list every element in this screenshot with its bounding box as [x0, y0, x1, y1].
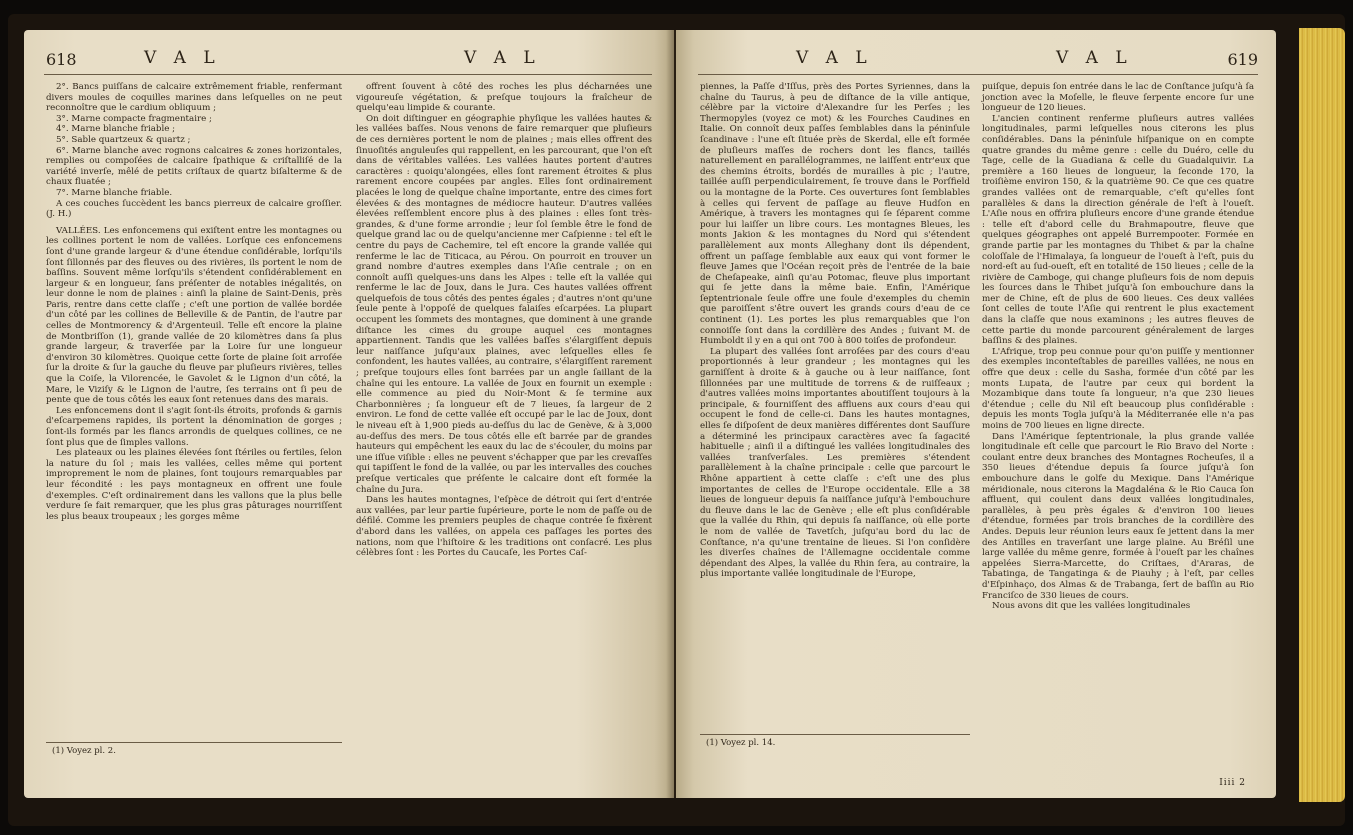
paragraph: 4°. Marne blanche friable ; [56, 124, 176, 135]
footnote: (1) Voyez pl. 14. [706, 738, 776, 748]
running-head: V A L [1056, 48, 1133, 68]
header-rule [698, 74, 1258, 75]
paragraph: La plupart des vallées ſont arroſées par des cours d'eau proportionnés à leur grandeur ; les montagnes qui les garniſſent à droite & à gauche ou à leur naiſſance, ſont ſillonnées par une multitude de torrens & de ruiſſeaux ; d'autres vallées moins importantes aboutiſſent toujours à la principale, & fourniſſent des affluens aux cours d'eau qui occupent le fond de celle-ci. Dans les hautes montagnes, elles ſe diſpoſent de deux manières différentes dont Sauſſure a déterminé les principaux caractères avec ſa ſagacité habituelle ; ainſi il a diſtingué les vallées longitudinales des vallées tranſverſales. Les premières s'étendent parallèlement à la chaîne principale : celle que parcourt le Rhône appartient à cette claſſe : c'eſt une des plus importantes de celles de l'Europe occidentale. Elle a 38 lieues de longueur depuis ſa naiſſance juſqu'à l'embouchure du fleuve dans le lac de Genève ; elle eſt plus conſidérable que la vallée du Rhin, qui depuis ſa naiſſance, où elle porte le nom de vallée de Tavetſch, juſqu'au bord du lac de Conſtance, n'a qu'une trentaine de lieues. Si l'on conſidère les diverſes chaînes de l'Allemagne occidentale comme dépendant des Alpes, la vallée du Rhin ſera, au contraire, la plus importante vallée longitudinale de l'Europe, [700, 346, 970, 580]
gilt-page-edge [1299, 28, 1345, 802]
paragraph: VALLÉES. Les enfoncemens qui exiſtent entre les montagnes ou les collines portent le nom de vallées. Lorſque ces enfoncemens ſont d'une grande largeur & d'une étendue conſidérable, lorſqu'ils ſont ſillonnés par des fleuves ou des rivières, ils portent le nom de baſſins. Souvent même lorſqu'ils s'étendent conſidérablement en largeur & en longueur, ſans préſenter de notables inégalités, on leur donne le nom de plaines : ainſi la plaine de Saint-Denis, près Paris, rentre dans cette claſſe ; c'eſt une portion de vallée bordée d'un côté par les collines de Belleville & de Pantin, de l'autre par celles de Montmorency & d'Argenteuil. Telle eſt encore la plaine de Montbriſſon (1), grande vallée de 20 kilomètres dans ſa plus grande largeur, & traverſée par la Loire ſur une longueur d'environ 30 kilomètres. Quoique cette ſorte de plaine ſoit arroſée ſur la droite & ſur la gauche du fleuve par pluſieurs rivières, telles que la Coiſe, la Vilorencée, le Gavolet & le Lignon d'un côté, la Mare, le Viziſy & le Lignon de l'autre, ſes terrains ont ſi peu de pente que de tous côtés les eaux ſont retenues dans des marais. [46, 225, 342, 406]
paragraph: piennes, la Paſſe d'Iſſus, près des Portes Syriennes, dans la chaîne du Taurus, à peu de diſtance de la ville antique, célèbre par la victoire d'Alexandre ſur les Perſes ; les Thermopyles (voyez ce mot) & les Fourches Caudines en Italie. On connoît deux paſſes ſemblables dans la péninſule ſcandinave : l'une eſt ſituée près de Skerdal, elle eſt formée de pluſieurs maſſes de rochers dont les flancs, taillés naturellement en parallélogrammes, ne laiſſent entr'eux que des chemins étroits, bordés de murailles à pic ; l'autre, taillée auſſi perpendiculairement, ſe trouve dans le Porſfield ou la montagne de la Porte. Ces ouvertures ſont ſemblables à celles qui ſervent de paſſage au fleuve Hudſon en Amérique, à travers les montagnes qui ſe ſéparent comme pour lui laiſſer un libre cours. Les montagnes Bleues, les monts Jakion & les montagnes du Nord qui s'étendent parallèlement aux monts Alleghany dont ils dépendent, offrent un paſſage ſemblable aux eaux qui vont former le fleuve James que l'Océan reçoit près de l'entrée de la baie de Cheſapeake, ainſi qu'au Potomac, fleuve plus important qui ſe jette dans la même baie. Enfin, l'Amérique ſeptentrionale ſeule offre une foule d'exemples du chemin que paroiſſent s'être ouvert les grands cours d'eau de ce continent (1). Les portes les plus remarquables que l'on connoiſſe ſont dans la cordillère des Andes ; ſuivant M. de Humboldt il y en a qui ont 700 à 800 toiſes de profondeur. [700, 82, 970, 347]
paragraph: A ces couches ſuccèdent les bancs pierreux de calcaire groſſier. (J. H.) [46, 198, 342, 220]
right-page [676, 30, 1276, 798]
paragraph: 5°. Sable quartzeux & quartz ; [56, 134, 191, 145]
paragraph: Nous avons dit que les vallées longitudinales [992, 601, 1191, 612]
footnote-rule [46, 742, 342, 743]
paragraph: 7°. Marne blanche friable. [56, 187, 173, 198]
running-head: V A L [464, 48, 541, 68]
paragraph: L'ancien continent renferme pluſieurs autres vallées longitudinales, parmi leſquelles nous citerons les plus conſidérables. Dans la péninſule hiſpanique on en compte quatre grandes du même genre : celle du Duéro, celle du Tage, celle de la Guadiana & celle du Guadalquivir. La première a 160 lieues de longueur, la ſeconde 170, la troiſième environ 150, & la quatrième 90. Ce que ces quatre grandes vallées ont de remarquable, c'eſt qu'elles ſont parallèles & dans la direction générale de l'eſt à l'oueſt. L'Aſie nous en offrira pluſieurs encore d'une grande étendue : telle eſt d'abord celle du Brahmapoutre, fleuve que quelques géographes ont appelé Burrempooter. Formée en grande partie par les montagnes du Thibet & par la chaîne coloſſale de l'Himalaya, ſa longueur de l'oueſt à l'eſt, puis du nord-eſt au ſud-oueſt, eſt en totalité de 150 lieues ; celle de la rivière de Camboge, qui change pluſieurs fois de nom depuis les ſources dans le Thibet juſqu'à ſon embouchure dans la mer de Chine, eſt de plus de 600 lieues. Ces deux vallées ſont celles de toute l'Aſie qui rentrent le plus exactement dans la claſſe que nous examinons ; les autres fleuves de cette partie du monde parcourent généralement de larges baſſins & des plaines. [982, 113, 1254, 347]
text-column-1 [700, 82, 970, 580]
page-number: 618 [46, 50, 77, 69]
paragraph: L'Afrique, trop peu connue pour qu'on puiſſe y mentionner des exemples inconteſtables de pareilles vallées, ne nous en offre que deux : celle du Sasha, formée d'un côté par les monts Lupata, de l'autre par ceux qui bordent la Mozambique dans toute ſa longueur, n'a que 230 lieues d'étendue ; celle du Nil eſt beaucoup plus conſidérable : depuis les monts Togla juſqu'à la Méditerranée elle n'a pas moins de 700 lieues en ligne directe. [982, 346, 1254, 431]
header-rule [44, 74, 652, 75]
paragraph: 3°. Marne compacte fragmentaire ; [56, 113, 212, 124]
paragraph: Dans les hautes montagnes, l'eſpèce de détroit qui ſert d'entrée aux vallées, par leur partie ſupérieure, porte le nom de paſſe ou de défilé. Comme les premiers peuples de chaque contrée ſe fixèrent d'abord dans les vallées, on appela ces paſſages les portes des nations, nom que l'hiſtoire & les traditions ont conſacré. Les plus célèbres ſont : les Portes du Caucaſe, les Portes Caſ- [356, 495, 652, 559]
text-column-2 [356, 82, 652, 559]
paragraph: Dans l'Amérique ſeptentrionale, la plus grande vallée longitudinale eſt celle que parcourt le Rio Bravo del Norte : coulant entre deux branches des Montagnes Rocheuſes, il a 350 lieues d'étendue depuis ſa ſource juſqu'à ſon embouchure dans le golfe du Mexique. Dans l'Amérique méridionale, nous citerons la Magdaléna & le Rio Cauca ſon affluent, qui coulent dans deux vallées longitudinales, parallèles, à peu près égales & d'environ 100 lieues d'étendue, formées par trois branches de la cordillère des Andes. Depuis leur réunion leurs eaux ſe jettent dans la mer des Antilles en traverſant une large plaine. Au Bréſil une large vallée du même genre, formée à l'oueſt par les chaînes appelées Sierra-Marcette, do Criſtaes, d'Araras, de Tabatinga, de Tangatinga & de Piauhy ; à l'eſt, par celles d'Eſpinhaço, dos Almas & de Trabanga, ſert de baſſin au Rio Franciſco de 330 lieues de cours. [982, 431, 1254, 601]
footnote: (1) Voyez pl. 2. [52, 746, 116, 756]
paragraph: offrent ſouvent à côté des roches les plus décharnées une vigoureuſe végétation, & preſque toujours la fraîcheur de quelqu'eau limpide & courante. [356, 82, 652, 114]
left-page [24, 30, 674, 798]
paragraph: On doit diſtinguer en géographie phyſique les vallées hautes & les vallées baſſes. Nous venons de faire remarquer que pluſieurs de ces dernières portent le nom de plaines ; mais elles offrent des ſinuoſités anguleuſes qui rappellent, en les parcourant, que l'on eſt dans de véritables vallées. Les vallées hautes portent d'autres caractères : quoiqu'alongées, elles ſont rarement étroites & plus rarement encore coupées par angles. Elles ſont ordinairement placées le long de quelque chaîne importante, entre des cimes fort élevées & des montagnes de médiocre hauteur. D'autres vallées élevées reſſemblent encore plus à des plaines : elles ſont très-grandes, & d'une forme arrondie ; leur ſol ſemble être le fond de quelque grand lac ou de quelqu'ancienne mer Caſpienne : tel eſt le centre du pays de Cachemire, tel eſt encore la grande vallée qui renferme le lac de Titicaca, au Pérou. On pourroit en trouver un grand nombre d'autres exemples dans l'Aſie centrale ; on en connoît auſſi quelques-uns dans les Alpes : telle eſt la vallée qui renferme le lac de Joux, dans le Jura. Ces hautes vallées offrent quelquefois de tous côtés des pentes égales ; d'autres n'ont qu'une ſeule pente à l'oppoſé de quelques falaiſes eſcarpées. La plupart occupent les ſommets des montagnes, que dominent à une grande diſtance les cimes du groupe auquel ces montagnes appartiennent. Tandis que les vallées baſſes s'élargiſſent depuis leur naiſſance juſqu'aux plaines, avec leſquelles elles ſe confondent, les hautes vallées, au contraire, s'élargiſſent rarement ; preſque toujours elles ſont barrées par un angle ſaillant de la chaîne qui les entoure. La vallée de Joux en fournit un exemple : elle commence au pied du Noir-Mont & ſe termine aux Charbonnières ; ſa longueur eſt de 7 lieues, ſa largeur de 2 environ. Le fond de cette vallée eſt occupé par le lac de Joux, dont le niveau eſt à 1,900 pieds au-deſſus du lac de Genève, & à 3,000 au-deſſus des mers. De tous côtés elle eſt barrée par de grandes hauteurs qui empêchent les eaux du lac de s'écouler, du moins par une iſſue viſible : elles ne peuvent s'échapper que par les crevaſſes qui tapiſſent le fond de la vallée, ou par les intervalles des couches preſque verticales que préſente le calcaire dont eſt formée la chaîne du Jura. [356, 113, 652, 495]
paragraph: 2°. Bancs puiſſans de calcaire extrêmement friable, renfermant divers moules de coquilles marines dans leſquelles on ne peut reconnoître que le cardium obliquum ; [46, 82, 342, 114]
running-head: V A L [796, 48, 873, 68]
paragraph: Les enfoncemens dont il s'agit ſont-ils étroits, profonds & garnis d'eſcarpemens rapides, ils portent la dénomination de gorges ; ſont-ils formés par les flancs arrondis de quelques collines, ce ne ſont plus que de ſimples vallons. [46, 405, 342, 448]
paragraph: 6°. Marne blanche avec rognons calcaires & zones horizontales, remplies ou compoſées de calcaire ſpathique & criſtalliſé de la variété inverſe, mêlé de petits criſtaux de quartz biſalterme & de chaux fluatée ; [46, 145, 342, 188]
text-column-2 [982, 82, 1254, 612]
footnote-rule [700, 734, 970, 735]
paragraph: puiſque, depuis ſon entrée dans le lac de Conſtance juſqu'à ſa jonction avec la Moſelle, le fleuve ſerpente encore ſur une longueur de 120 lieues. [982, 82, 1254, 114]
text-column-1 [46, 82, 342, 522]
running-head: V A L [144, 48, 221, 68]
signature-mark: Iiii 2 [1219, 778, 1246, 788]
page-number: 619 [1227, 50, 1258, 69]
paragraph: Les plateaux ou les plaines élevées ſont ſtériles ou fertiles, ſelon la nature du ſol ; mais les vallées, celles même qui portent improprement le nom de plaines, ſont toujours remarquables par leur fécondité : les pays montagneux en offrent une foule d'exemples. C'eſt ordinairement dans les vallons que la plus belle verdure ſe fait remarquer, que les plus gras pâturages nourriſſent les plus beaux troupeaux ; les gorges même [46, 448, 342, 522]
